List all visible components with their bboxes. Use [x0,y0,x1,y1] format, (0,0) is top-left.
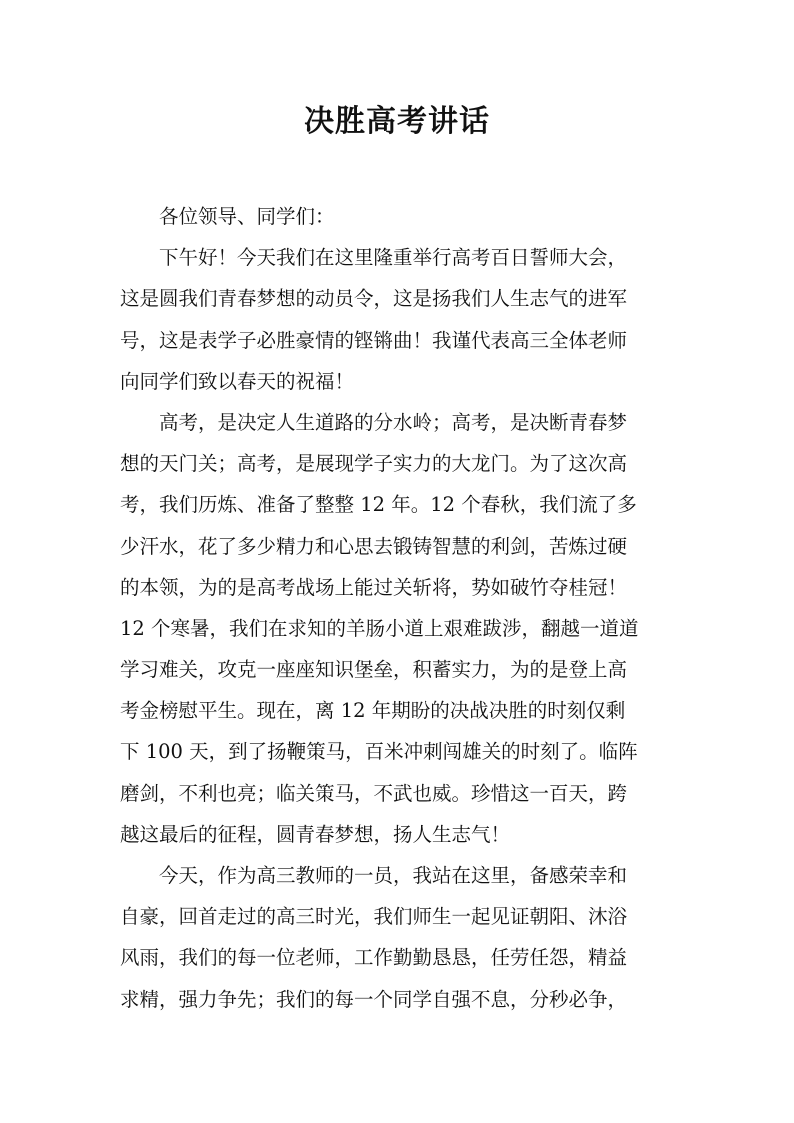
text-line: 考金榜慰平生。现在，离 12 年期盼的决战决胜的时刻仅剩 [120,699,626,723]
text-line: 学习难关，攻克一座座知识堡垒，积蓄实力，为的是登上高 [120,658,628,682]
text-line: 少汗水，花了多少精力和心思去锻铸智慧的利剑，苦炼过硬 [120,534,628,558]
text-line: 的本领，为的是高考战场上能过关斩将，势如破竹夺桂冠！ [120,575,628,599]
text-line: 磨剑，不利也亮；临关策马，不武也威。珍惜这一百天，跨 [120,781,628,805]
text-line: 号，这是表学子必胜豪情的铿锵曲！我谨代表高三全体老师 [120,328,628,352]
document-title: 决胜高考讲话 [304,104,490,139]
text-line: 风雨，我们的每一位老师，工作勤勤恳恳，任劳任怨，精益 [120,946,628,970]
text-line: 下午好！今天我们在这里隆重举行高考百日誓师大会， [120,246,628,270]
text-line: 考，我们历炼、准备了整整 12 年。12 个春秋，我们流了多 [120,493,637,517]
text-line: 各位领导、同学们： [120,205,335,228]
text-line: 高考，是决定人生道路的分水岭；高考，是决断青春梦 [120,410,628,434]
text-line: 想的天门关；高考，是展现学子实力的大龙门。为了这次高 [120,452,628,476]
text-line: 这是圆我们青春梦想的动员令，这是扬我们人生志气的进军 [120,287,628,311]
text-line: 越这最后的征程，圆青春梦想，扬人生志气！ [120,822,511,846]
text-line: 今天，作为高三教师的一员，我站在这里，备感荣幸和 [120,864,628,887]
text-line: 求精，强力争先；我们的每一个同学自强不息，分秒必争， [120,987,628,1011]
text-line: 12 个寒暑，我们在求知的羊肠小道上艰难跋涉，翻越一道道 [120,616,639,640]
text-line: 向同学们致以春天的祝福！ [120,369,355,393]
text-line: 下 100 天，到了扬鞭策马，百米冲刺闯雄关的时刻了。临阵 [120,740,638,764]
document-body [120,196,690,1020]
text-line: 自豪，回首走过的高三时光，我们师生一起见证朝阳、沐浴 [120,905,628,929]
